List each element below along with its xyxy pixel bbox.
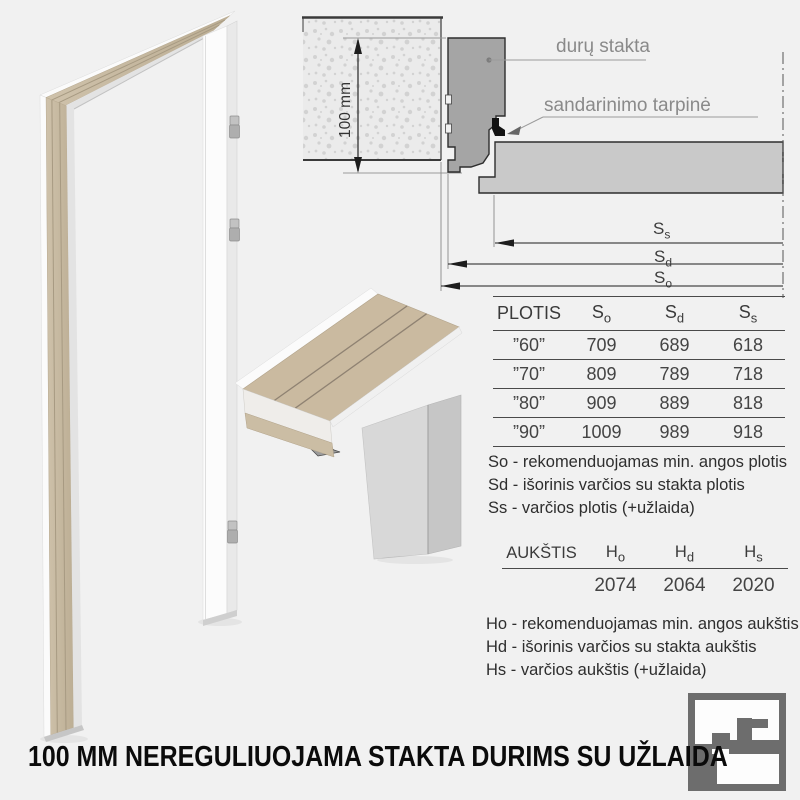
cell-so: 709 [586,334,617,355]
top-rail-groove [59,25,219,102]
col-so [565,302,638,326]
note-sd: Sd - išorinis varčios su stakta plotis [488,476,745,494]
col-sd [638,302,711,326]
col-ss-sub: s [750,310,758,326]
table-row [493,331,785,360]
col-sd-sub: d [676,310,685,326]
right-jamb-front-face [203,26,227,620]
col-ss-main: S [738,301,751,322]
frame-label: durų stakta [556,36,650,57]
page-title: 100 MM NEREGULIUOJAMA STAKTA DURIMS SU UŽLAIDA [28,741,728,773]
leader-seal-label [507,117,758,135]
row-size: ”90” [512,421,545,442]
col-so-main: S [591,301,604,322]
cell-ss: 818 [732,392,764,413]
width-notes [488,451,787,520]
note-ss: Ss - varčios plotis (+užlaida) [488,499,695,517]
height-table [502,539,788,603]
dim-sd-main: S [654,247,666,266]
width-table [493,296,785,447]
col-hs-sub: s [756,549,763,565]
dim-ss-main: S [653,219,665,238]
col-hd-sub: d [686,549,695,565]
width-table-title: PLOTIS [496,303,562,323]
dim-sd-sub: d [665,255,673,270]
cell-sd: 689 [659,334,690,355]
cell-hs: 2020 [732,575,775,596]
hinge-top [230,116,240,138]
table-row [493,389,785,418]
cell-ss: 918 [732,421,764,442]
row-size: ”70” [512,363,545,384]
dimension-sd [448,260,783,267]
seal-shape [492,118,505,136]
corner-leg-front-face [362,405,428,559]
col-ss [711,302,785,326]
cell-ss: 618 [732,334,764,355]
wall-cross-section [302,18,783,299]
dim-label-sd [654,247,672,269]
hinge-middle [230,219,240,241]
cell-so: 809 [586,363,617,384]
wall-thickness-dim: 100 mm [337,82,354,138]
col-hd [650,543,719,564]
height-table-title: AUKŠTIS [506,544,577,562]
dimension-so [441,282,783,289]
width-table-header [493,297,785,331]
frame-3d-view [40,11,242,743]
col-hs [719,543,788,564]
dim-so-sub: o [665,276,673,291]
note-hs: Hs - varčios aukštis (+užlaida) [486,661,707,679]
wall-fill [303,18,441,160]
cell-ss: 718 [732,363,764,384]
cell-so: 1009 [581,421,622,442]
col-hs-main: H [744,542,757,561]
corner-leg-shadow [377,556,453,564]
table-row [493,418,785,447]
dim-ss-sub: s [664,227,671,242]
hinge-bottom [228,521,238,543]
profile-notch [446,95,452,104]
cell-so: 909 [586,392,617,413]
table-row [493,360,785,389]
note-so: So - rekomenduojamas min. angos plotis [488,453,787,471]
col-so-sub: o [603,310,612,326]
dim-so-main: S [654,268,666,287]
dim-label-so [654,268,672,290]
note-ho: Ho - rekomenduojamas min. angos aukštis [486,615,799,633]
row-size: ”60” [512,334,545,355]
height-notes [486,613,799,682]
top-rail-groove [52,20,225,100]
cell-sd: 789 [659,363,690,384]
row-size: ”80” [512,392,545,413]
height-values-row [502,569,788,603]
corner-detail-3d [235,288,462,564]
corner-leg-side-face [428,395,461,554]
cell-hd: 2064 [663,575,706,596]
top-rail-inner-edge [66,31,214,110]
seal-label: sandarinimo tarpinė [544,95,711,116]
cell-sd: 989 [659,421,690,442]
height-table-header [502,539,788,569]
note-hd: Hd - išorinis varčios su stakta aukštis [486,638,757,656]
door-leaf-shape [479,142,783,193]
col-hd-main: H [674,542,687,561]
col-ho [581,543,650,564]
col-sd-main: S [664,301,677,322]
dimension-ss [495,239,783,246]
profile-notch [446,124,452,133]
leader-frame-label [486,57,646,62]
dim-label-ss [653,219,670,241]
cell-ho: 2074 [594,575,637,596]
cell-sd: 889 [659,392,690,413]
col-ho-main: H [605,542,618,561]
col-ho-sub: o [617,549,626,565]
